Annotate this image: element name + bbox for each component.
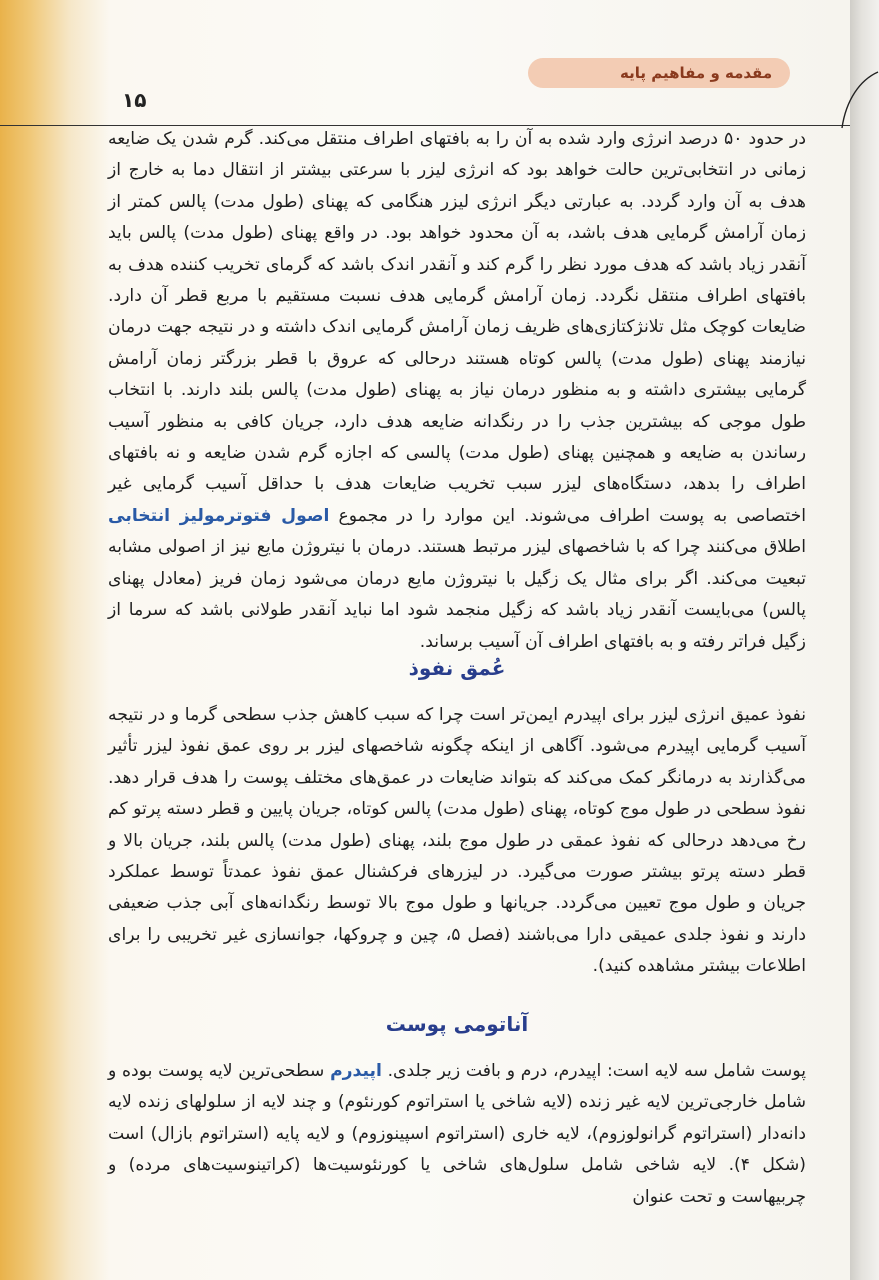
chapter-title: مقدمه و مفاهیم پایه — [620, 64, 773, 82]
paragraph-penetration-depth — [108, 700, 806, 983]
book-spine-edge — [850, 0, 879, 1280]
heading-penetration-depth: عُمق نفوذ — [408, 656, 506, 680]
paragraph-2-text: نفوذ عمیق انرژی لیزر برای اپیدرم ایمن‌تر است چرا که سبب کاهش جذب سطحی گرما و در نتیجه آسیب گرمایی اپیدرم می‌شود. آگاهی از اینکه چگونه شاخصهای لیزر بر روی عمق نفوذ لیزر تأثیر می‌گذارند به درمانگر کمک می‌کند که بتواند ضایعات در عمق‌های مختلف پوست را هدف قرار دهد. نفوذ سطحی در طول موج کوتاه، پهنای (طول مدت) پالس کوتاه، جریان پایین و قطر دسته پرتو کم رخ می‌دهد درحالی که نفوذ عمقی در طول موج بلند، پهنای (طول مدت) پالس بلند، جریان بالا و قطر دسته پرتو بیشتر صورت می‌گیرد. در لیزرهای فرکشنال عمق نفوذ عمدتاً توسط عملکرد جریان و طول موج تعیین می‌گردد. جریانها و طول موج بالا توسط رنگدانه‌های آبی جذب ضعیفی دارند و نفوذ جلدی عمیقی دارا می‌باشند (فصل ۵، چین و چروکها، جوانسازی غیر تخریبی را برای اطلاعات بیشتر مشاهده کنید). — [108, 705, 806, 977]
chapter-header-pill — [528, 58, 790, 88]
paragraph-1-text: در حدود ۵۰ درصد انرژی وارد شده به آن را به بافتهای اطراف منتقل می‌کند. گرم شدن یک ضایعه زمانی در انتخابی‌ترین حالت خواهد بود که انرژی لیزر با سرعتی بیشتر از انتقال دما به خارج از هدف به آن وارد گردد. به عبارتی دیگر انرژی لیزر هنگامی که پهنای (طول مدت) پالس کمتر از زمان آرامش گرمایی هدف باشد، به آن محدود خواهد بود. در واقع پهنای (طول مدت) پالس باید آنقدر زیاد باشد که هدف مورد نظر را گرم کند و آنقدر اندک باشد که گرمای تخریب کننده هدف به بافتهای اطراف منتقل نگردد. زمان آرامش گرمایی هدف نسبت مستقیم با مربع قطر آن دارد. ضایعات کوچک مثل تلانژکتازی‌های ظریف زمان آرامش گرمایی اندک داشته و در نتیجه جهت درمان نیازمند پهنای (طول مدت) پالس کوتاه هستند درحالی که عروق با قطر بزرگتر زمان آرامش گرمایی بیشتری داشته و به منظور درمان نیاز به پهنای (طول مدت) پالس بلند دارند. با انتخاب طول موجی که بیشترین جذب را در رنگدانه ضایعه هدف دارد، جریان کافی به منظور آسیب رساندن به ضایعه و همچنین پهنای (طول مدت) پالسی که اجازه گرم شدن ضایعه و نه بافتهای اطراف را بدهد، دستگاه‌های لیزر سبب تخریب ضایعات هدف با حداقل آسیب گرمایی غیر اختصاصی به پوست اطراف می‌شوند. این موارد را در مجموع — [108, 129, 806, 526]
highlight-epidermis: اپیدرم — [330, 1061, 382, 1081]
paragraph-selective-photothermolysis — [108, 124, 806, 658]
heading-skin-anatomy: آناتومی پوست — [385, 1012, 529, 1036]
paragraph-1-end: اطلاق می‌کنند چرا که با شاخصهای لیزر مرتبط هستند. درمان با نیتروژن مایع نیز از اصولی مشابه تبعیت می‌کند. اگر برای مثال یک زگیل با نیتروژن مایع درمان می‌شود زمان فریز (معادل پهنای پالس) می‌بایست آنقدر زیاد باشد که زگیل منجمد شود اما نباید آنقدر طولانی باشد که سرما از زگیل فراتر رفته و به بافتهای اطراف آن آسیب برساند. — [108, 537, 806, 652]
paragraph-3-end: سطحی‌ترین لایه پوست بوده و شامل خارجی‌ترین لایه غیر زنده (لایه شاخی یا استراتوم کورنئوم) و چند لایه از سلولهای زنده لایه دانه‌دار (استراتوم گرانولوزوم)، لایه خاری (استراتوم اسپینوزوم) و لایه پایه (استراتوم بازال) است (شکل ۴). لایه شاخی شامل سلول‌های شاخی یا کورنئوسیت‌ها (کراتینوسیت‌های مرده) و چربیهاست و تحت عنوان — [108, 1061, 806, 1207]
paragraph-3-start: پوست شامل سه لایه است: اپیدرم، درم و بافت زیر جلدی. — [387, 1061, 806, 1081]
paragraph-skin-anatomy — [108, 1056, 806, 1213]
page-number: ۱۵ — [122, 88, 147, 112]
highlight-selective-photothermolysis: اصول فتوترمولیز انتخابی — [108, 505, 330, 526]
corner-decoration — [840, 60, 879, 130]
